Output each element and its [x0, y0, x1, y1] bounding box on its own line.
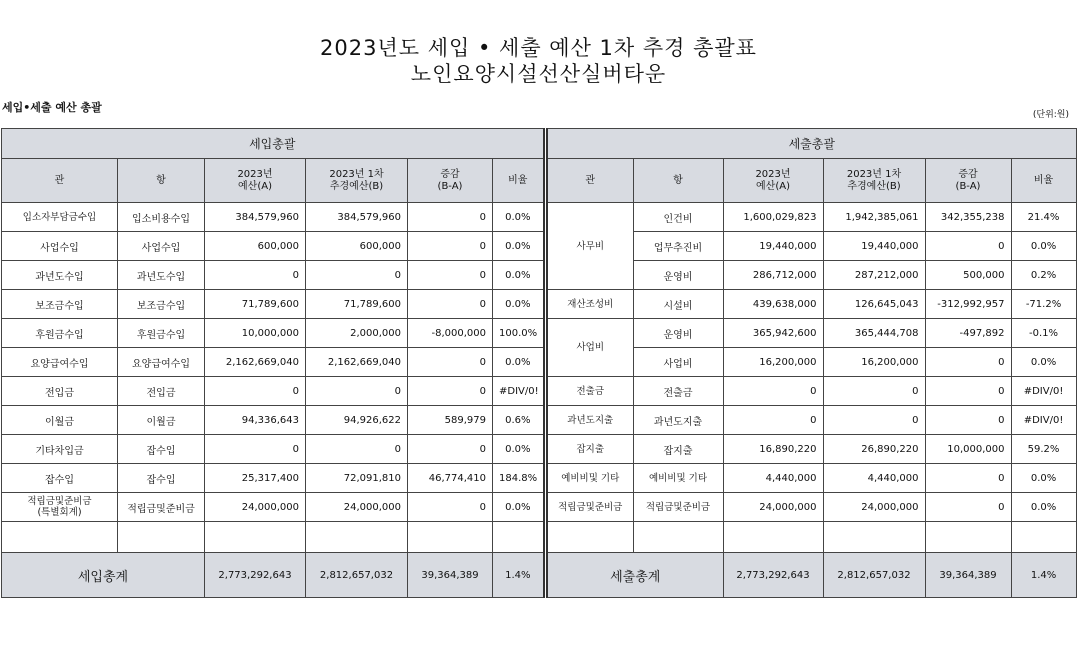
revenue-change-cell: 0: [408, 377, 493, 406]
expenditure-budget-a-cell: 24,000,000: [723, 493, 823, 522]
revenue-special-ratio: 0.0%: [493, 493, 544, 522]
expenditure-total-row: [547, 553, 1076, 598]
revenue-hang-cell: 잡수입: [118, 435, 205, 464]
revenue-gwan-cell: 전입금: [2, 377, 118, 406]
expenditure-hang-cell: 운영비: [633, 319, 723, 348]
revenue-budget-a-cell: 2,162,669,040: [205, 348, 306, 377]
revenue-change-cell: 46,774,410: [408, 464, 493, 493]
expenditure-hang-cell: 전출금: [633, 377, 723, 406]
revenue-blank-row: [2, 522, 544, 553]
revenue-special-hang: 적립금및준비금: [118, 493, 205, 522]
expenditure-budget-a-cell: 365,942,600: [723, 319, 823, 348]
expenditure-budget-a-cell: 16,200,000: [723, 348, 823, 377]
revenue-header-budget-b: 2023년 1차 추경예산(B): [306, 159, 408, 203]
revenue-budget-a-cell: 71,789,600: [205, 290, 306, 319]
revenue-ratio-cell: #DIV/0!: [493, 377, 544, 406]
expenditure-budget-b-cell: 1,942,385,061: [823, 203, 925, 232]
expenditure-hang-cell: 인건비: [633, 203, 723, 232]
revenue-ratio-cell: 184.8%: [493, 464, 544, 493]
revenue-ratio-cell: 0.0%: [493, 261, 544, 290]
table-row: [2, 377, 544, 406]
expenditure-change-cell: 342,355,238: [925, 203, 1011, 232]
revenue-budget-b-cell: 600,000: [306, 232, 408, 261]
table-row: [547, 464, 1076, 493]
expenditure-total-ratio: 1.4%: [1011, 553, 1076, 598]
revenue-change-cell: 589,979: [408, 406, 493, 435]
expenditure-header-budget-b: 2023년 1차 추경예산(B): [823, 159, 925, 203]
revenue-total-diff: 39,364,389: [408, 553, 493, 598]
expenditure-ratio-cell: -71.2%: [1011, 290, 1076, 319]
revenue-total-ratio: 1.4%: [493, 553, 544, 598]
revenue-budget-b-cell: 384,579,960: [306, 203, 408, 232]
revenue-budget-b-cell: 94,926,622: [306, 406, 408, 435]
revenue-special-diff: 0: [408, 493, 493, 522]
expenditure-budget-b-cell: 16,200,000: [823, 348, 925, 377]
expenditure-header-ratio: 비율: [1011, 159, 1076, 203]
revenue-special-a: 24,000,000: [205, 493, 306, 522]
revenue-gwan-cell: 이월금: [2, 406, 118, 435]
expenditure-change-cell: 0: [925, 232, 1011, 261]
expenditure-gwan-cell: 과년도지출: [547, 406, 633, 435]
revenue-gwan-cell: 입소자부담금수입: [2, 203, 118, 232]
table-row: [2, 406, 544, 435]
expenditure-budget-b-cell: 126,645,043: [823, 290, 925, 319]
revenue-change-cell: 0: [408, 261, 493, 290]
revenue-budget-a-cell: 600,000: [205, 232, 306, 261]
expenditure-gwan-cell: 적립금및준비금: [547, 493, 633, 522]
expenditure-gwan-cell: 예비비및 기타: [547, 464, 633, 493]
table-row: [547, 377, 1076, 406]
revenue-special-gwan: 적립금및준비금 (특별회계): [2, 493, 118, 522]
subtitle: 세입•세출 예산 총괄: [2, 101, 102, 114]
expenditure-hang-cell: 적립금및준비금: [633, 493, 723, 522]
expenditure-table: [546, 128, 1077, 598]
revenue-hang-cell: 이월금: [118, 406, 205, 435]
revenue-header-hang: 항: [118, 159, 205, 203]
unit-label: (단위:원): [1032, 110, 1069, 120]
revenue-budget-b-cell: 72,091,810: [306, 464, 408, 493]
expenditure-budget-a-cell: 0: [723, 377, 823, 406]
revenue-ratio-cell: 0.0%: [493, 232, 544, 261]
table-row: [2, 464, 544, 493]
revenue-budget-b-cell: 71,789,600: [306, 290, 408, 319]
table-row: [547, 203, 1076, 232]
expenditure-hang-cell: 업무추진비: [633, 232, 723, 261]
expenditure-change-cell: -497,892: [925, 319, 1011, 348]
table-row: [2, 290, 544, 319]
revenue-gwan-cell: 사업수입: [2, 232, 118, 261]
table-row: [2, 232, 544, 261]
expenditure-hang-cell: 과년도지출: [633, 406, 723, 435]
revenue-table: [1, 128, 545, 598]
revenue-hang-cell: 요양급여수입: [118, 348, 205, 377]
expenditure-change-cell: 10,000,000: [925, 435, 1011, 464]
revenue-ratio-cell: 0.0%: [493, 290, 544, 319]
revenue-ratio-cell: 0.6%: [493, 406, 544, 435]
expenditure-budget-b-cell: 4,440,000: [823, 464, 925, 493]
expenditure-budget-b-cell: 0: [823, 406, 925, 435]
expenditure-ratio-cell: 0.0%: [1011, 348, 1076, 377]
expenditure-header-budget-a: 2023년 예산(A): [723, 159, 823, 203]
title-line1: 2023년도 세입 • 세출 예산 1차 추경 총괄표: [320, 36, 757, 60]
table-row: [2, 261, 544, 290]
revenue-budget-b-cell: 2,162,669,040: [306, 348, 408, 377]
expenditure-hang-cell: 시설비: [633, 290, 723, 319]
revenue-total-a: 2,773,292,643: [205, 553, 306, 598]
expenditure-ratio-cell: 0.0%: [1011, 493, 1076, 522]
expenditure-ratio-cell: 0.0%: [1011, 232, 1076, 261]
expenditure-total-diff: 39,364,389: [925, 553, 1011, 598]
table-row: [547, 406, 1076, 435]
expenditure-gwan-cell: 사업비: [547, 319, 633, 377]
revenue-change-cell: 0: [408, 290, 493, 319]
expenditure-gwan-cell: 재산조성비: [547, 290, 633, 319]
revenue-change-cell: 0: [408, 435, 493, 464]
expenditure-gwan-cell: 사무비: [547, 203, 633, 290]
revenue-special-b: 24,000,000: [306, 493, 408, 522]
expenditure-change-cell: 0: [925, 493, 1011, 522]
revenue-hang-cell: 잡수입: [118, 464, 205, 493]
revenue-header-gwan: 관: [2, 159, 118, 203]
expenditure-budget-b-cell: 0: [823, 377, 925, 406]
revenue-hang-cell: 입소비용수입: [118, 203, 205, 232]
revenue-budget-b-cell: 2,000,000: [306, 319, 408, 348]
expenditure-budget-b-cell: 24,000,000: [823, 493, 925, 522]
expenditure-change-cell: 500,000: [925, 261, 1011, 290]
revenue-gwan-cell: 요양급여수입: [2, 348, 118, 377]
revenue-ratio-cell: 0.0%: [493, 203, 544, 232]
table-row: [547, 435, 1076, 464]
revenue-hang-cell: 전입금: [118, 377, 205, 406]
expenditure-budget-a-cell: 0: [723, 406, 823, 435]
expenditure-total-a: 2,773,292,643: [723, 553, 823, 598]
revenue-gwan-cell: 잡수입: [2, 464, 118, 493]
expenditure-budget-b-cell: 287,212,000: [823, 261, 925, 290]
expenditure-ratio-cell: 0.2%: [1011, 261, 1076, 290]
revenue-change-cell: -8,000,000: [408, 319, 493, 348]
revenue-gwan-cell: 후원금수입: [2, 319, 118, 348]
revenue-total-label: 세입총계: [2, 553, 205, 598]
expenditure-header-gwan: 관: [547, 159, 633, 203]
title-line2: 노인요양시설선산실버타운: [410, 62, 667, 86]
expenditure-ratio-cell: 0.0%: [1011, 464, 1076, 493]
revenue-budget-b-cell: 0: [306, 435, 408, 464]
revenue-header-change: 증감 (B-A): [408, 159, 493, 203]
revenue-gwan-cell: 보조금수입: [2, 290, 118, 319]
revenue-hang-cell: 사업수입: [118, 232, 205, 261]
table-row: [2, 348, 544, 377]
expenditure-budget-a-cell: 19,440,000: [723, 232, 823, 261]
expenditure-hang-cell: 사업비: [633, 348, 723, 377]
table-row: [547, 493, 1076, 522]
expenditure-gwan-cell: 전출금: [547, 377, 633, 406]
expenditure-change-cell: -312,992,957: [925, 290, 1011, 319]
revenue-budget-a-cell: 0: [205, 435, 306, 464]
revenue-change-cell: 0: [408, 348, 493, 377]
expenditure-budget-b-cell: 26,890,220: [823, 435, 925, 464]
expenditure-ratio-cell: #DIV/0!: [1011, 377, 1076, 406]
expenditure-hang-cell: 예비비및 기타: [633, 464, 723, 493]
expenditure-budget-a-cell: 16,890,220: [723, 435, 823, 464]
expenditure-hang-cell: 운영비: [633, 261, 723, 290]
expenditure-section-title: 세출총괄: [547, 129, 1076, 159]
revenue-budget-b-cell: 0: [306, 377, 408, 406]
expenditure-total-b: 2,812,657,032: [823, 553, 925, 598]
expenditure-hang-cell: 잡지출: [633, 435, 723, 464]
expenditure-change-cell: 0: [925, 377, 1011, 406]
expenditure-ratio-cell: 21.4%: [1011, 203, 1076, 232]
revenue-ratio-cell: 0.0%: [493, 435, 544, 464]
revenue-hang-cell: 과년도수입: [118, 261, 205, 290]
table-row: [547, 290, 1076, 319]
revenue-hang-cell: 후원금수입: [118, 319, 205, 348]
expenditure-budget-a-cell: 439,638,000: [723, 290, 823, 319]
revenue-total-b: 2,812,657,032: [306, 553, 408, 598]
revenue-header-budget-a: 2023년 예산(A): [205, 159, 306, 203]
revenue-gwan-cell: 과년도수입: [2, 261, 118, 290]
expenditure-budget-b-cell: 365,444,708: [823, 319, 925, 348]
expenditure-change-cell: 0: [925, 406, 1011, 435]
revenue-ratio-cell: 0.0%: [493, 348, 544, 377]
expenditure-header-change: 증감 (B-A): [925, 159, 1011, 203]
expenditure-budget-a-cell: 4,440,000: [723, 464, 823, 493]
expenditure-budget-a-cell: 286,712,000: [723, 261, 823, 290]
expenditure-budget-b-cell: 19,440,000: [823, 232, 925, 261]
revenue-total-row: [2, 553, 544, 598]
table-row: [2, 435, 544, 464]
revenue-budget-a-cell: 0: [205, 377, 306, 406]
expenditure-change-cell: 0: [925, 348, 1011, 377]
revenue-section-title: 세입총괄: [2, 129, 544, 159]
expenditure-budget-a-cell: 1,600,029,823: [723, 203, 823, 232]
expenditure-header-hang: 항: [633, 159, 723, 203]
revenue-header-ratio: 비율: [493, 159, 544, 203]
revenue-change-cell: 0: [408, 203, 493, 232]
revenue-budget-a-cell: 10,000,000: [205, 319, 306, 348]
revenue-budget-a-cell: 384,579,960: [205, 203, 306, 232]
table-row: [547, 319, 1076, 348]
expenditure-ratio-cell: 59.2%: [1011, 435, 1076, 464]
expenditure-change-cell: 0: [925, 464, 1011, 493]
expenditure-gwan-cell: 잡지출: [547, 435, 633, 464]
expenditure-blank-row: [547, 522, 1076, 553]
expenditure-ratio-cell: #DIV/0!: [1011, 406, 1076, 435]
revenue-budget-a-cell: 25,317,400: [205, 464, 306, 493]
revenue-ratio-cell: 100.0%: [493, 319, 544, 348]
table-row: [2, 319, 544, 348]
revenue-gwan-cell: 기타차입금: [2, 435, 118, 464]
revenue-change-cell: 0: [408, 232, 493, 261]
revenue-budget-b-cell: 0: [306, 261, 408, 290]
table-row: [2, 203, 544, 232]
revenue-budget-a-cell: 94,336,643: [205, 406, 306, 435]
expenditure-total-label: 세출총계: [547, 553, 723, 598]
revenue-hang-cell: 보조금수입: [118, 290, 205, 319]
expenditure-ratio-cell: -0.1%: [1011, 319, 1076, 348]
revenue-budget-a-cell: 0: [205, 261, 306, 290]
